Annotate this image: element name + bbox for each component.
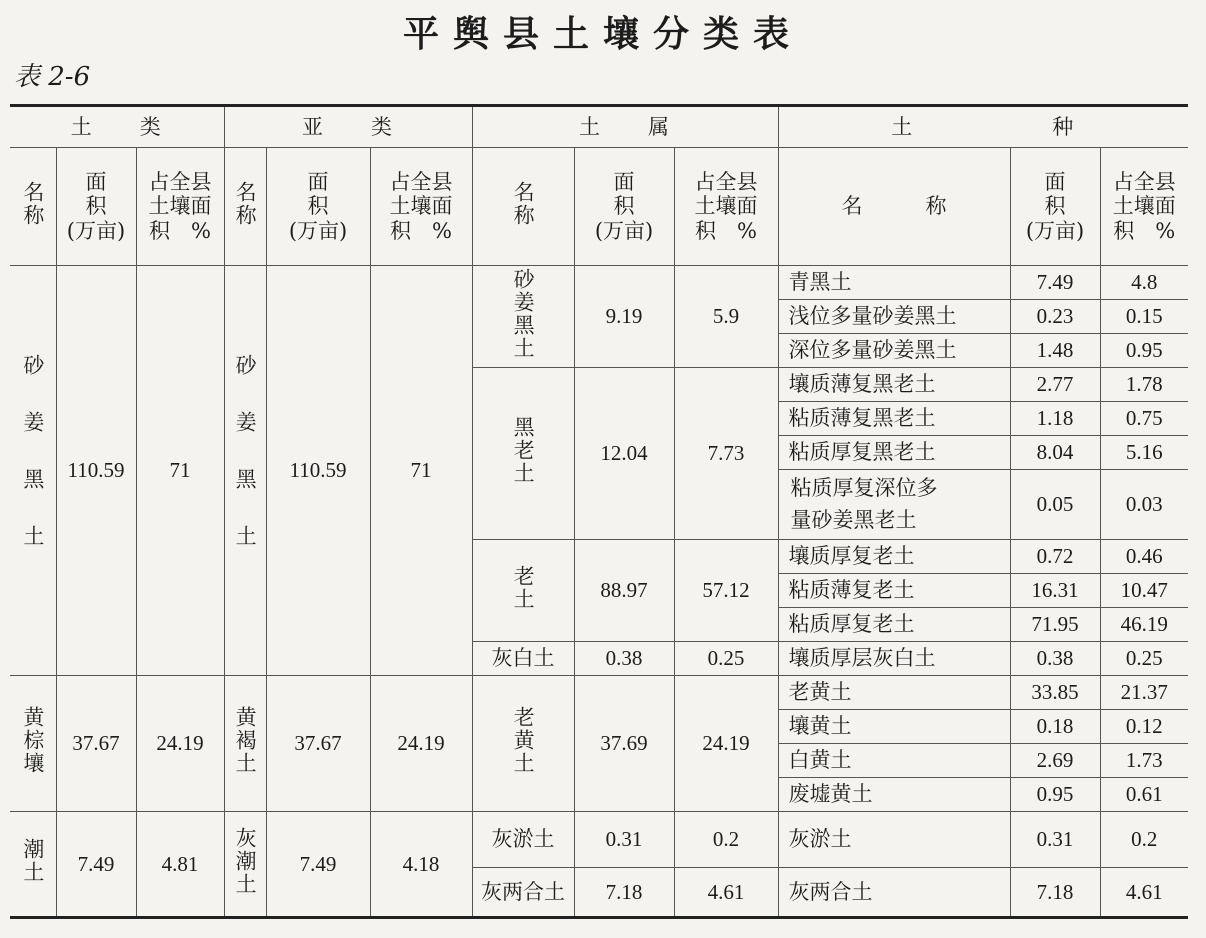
species-name: 青黑土 (778, 266, 1010, 300)
group-header-genus: 土 属 (472, 106, 778, 148)
soil-type-name-cell (10, 676, 56, 812)
header-genus-area: 面 积 (万亩) (574, 148, 674, 266)
table-row (10, 266, 1188, 300)
species-name: 深位多量砂姜黑土 (778, 334, 1010, 368)
column-header-row (10, 148, 1188, 266)
species-area: 0.05 (1010, 470, 1100, 540)
genus-area: 0.31 (574, 812, 674, 868)
subtype-area: 7.49 (266, 812, 370, 918)
species-name: 粘质薄复老土 (778, 574, 1010, 608)
species-pct: 0.12 (1100, 710, 1188, 744)
genus-area: 12.04 (574, 368, 674, 540)
soil-type-name: 潮土 (20, 838, 45, 885)
species-name: 粘质薄复黑老土 (778, 402, 1010, 436)
species-name: 粘质厚复深位多 量砂姜黑老土 (778, 470, 1010, 540)
species-pct: 46.19 (1100, 608, 1188, 642)
header-species-pct: 占全县 土壤面 积 % (1100, 148, 1188, 266)
species-area: 0.95 (1010, 778, 1100, 812)
soil-type-pct: 71 (136, 266, 224, 676)
subtype-name: 灰潮土 (233, 826, 258, 896)
group-header-soil-type: 土 类 (10, 106, 224, 148)
species-name: 灰两合土 (778, 868, 1010, 918)
species-area: 0.18 (1010, 710, 1100, 744)
species-area: 71.95 (1010, 608, 1100, 642)
header-subtype-area: 面 积 (万亩) (266, 148, 370, 266)
genus-area: 9.19 (574, 266, 674, 368)
genus-name-cell (472, 368, 574, 540)
species-name: 老黄土 (778, 676, 1010, 710)
soil-type-pct: 4.81 (136, 812, 224, 918)
species-area: 7.49 (1010, 266, 1100, 300)
subtype-pct: 4.18 (370, 812, 472, 918)
species-name: 粘质厚复老土 (778, 608, 1010, 642)
subtype-name: 砂姜黑土 (233, 353, 258, 582)
group-header-subtype: 亚 类 (224, 106, 472, 148)
header-name-cell (224, 148, 266, 266)
genus-name: 黑老土 (511, 416, 536, 486)
subtype-name-cell (224, 676, 266, 812)
species-area: 7.18 (1010, 868, 1100, 918)
species-area: 0.38 (1010, 642, 1100, 676)
genus-pct: 5.9 (674, 266, 778, 368)
species-pct: 0.61 (1100, 778, 1188, 812)
subtype-pct: 71 (370, 266, 472, 676)
species-name: 白黄土 (778, 744, 1010, 778)
soil-type-name-cell (10, 812, 56, 918)
species-pct: 0.46 (1100, 540, 1188, 574)
genus-area: 88.97 (574, 540, 674, 642)
header-name-cell (10, 148, 56, 266)
genus-pct: 0.2 (674, 812, 778, 868)
genus-name-cell (472, 266, 574, 368)
species-pct: 0.75 (1100, 402, 1188, 436)
group-header-row (10, 106, 1188, 148)
subtype-area: 110.59 (266, 266, 370, 676)
subtype-name-cell (224, 812, 266, 918)
soil-type-name: 砂姜黑土 (20, 353, 45, 582)
genus-name: 灰白土 (472, 642, 574, 676)
species-pct: 0.25 (1100, 642, 1188, 676)
genus-pct: 0.25 (674, 642, 778, 676)
species-pct: 21.37 (1100, 676, 1188, 710)
header-species-name: 名 称 (778, 148, 1010, 266)
genus-name-cell (472, 540, 574, 642)
soil-type-name-cell (10, 266, 56, 676)
soil-type-pct: 24.19 (136, 676, 224, 812)
soil-type-area: 110.59 (56, 266, 136, 676)
species-area: 0.31 (1010, 812, 1100, 868)
subtype-name-cell (224, 266, 266, 676)
species-area: 0.23 (1010, 300, 1100, 334)
genus-name: 老土 (511, 564, 536, 611)
genus-pct: 4.61 (674, 868, 778, 918)
species-name: 废墟黄土 (778, 778, 1010, 812)
species-name: 壤质厚复老土 (778, 540, 1010, 574)
header-subtype-name: 名称 (233, 180, 258, 227)
page-title: 平舆县土壤分类表 (402, 14, 803, 55)
header-soil-type-name: 名称 (20, 180, 45, 227)
header-soil-type-area: 面 积 (万亩) (56, 148, 136, 266)
species-pct: 10.47 (1100, 574, 1188, 608)
header-genus-pct: 占全县 土壤面 积 % (674, 148, 778, 266)
genus-name: 砂姜黑土 (511, 267, 536, 360)
species-pct: 0.2 (1100, 812, 1188, 868)
species-area: 16.31 (1010, 574, 1100, 608)
genus-area: 0.38 (574, 642, 674, 676)
species-pct: 4.61 (1100, 868, 1188, 918)
species-area: 33.85 (1010, 676, 1100, 710)
species-area: 8.04 (1010, 436, 1100, 470)
soil-classification-table (10, 104, 1188, 919)
header-genus-name: 名称 (511, 180, 536, 227)
species-name: 灰淤土 (778, 812, 1010, 868)
species-area: 1.48 (1010, 334, 1100, 368)
species-name: 粘质厚复黑老土 (778, 436, 1010, 470)
species-area: 0.72 (1010, 540, 1100, 574)
species-area: 2.77 (1010, 368, 1100, 402)
header-species-area: 面 积 (万亩) (1010, 148, 1100, 266)
header-name-cell (472, 148, 574, 266)
table-row (10, 812, 1188, 868)
species-area: 2.69 (1010, 744, 1100, 778)
genus-pct: 24.19 (674, 676, 778, 812)
header-soil-type-pct: 占全县 土壤面 积 % (136, 148, 224, 266)
species-name: 壤质薄复黑老土 (778, 368, 1010, 402)
species-pct: 0.95 (1100, 334, 1188, 368)
species-name: 壤黄土 (778, 710, 1010, 744)
genus-pct: 57.12 (674, 540, 778, 642)
subtype-name: 黄褐土 (233, 706, 258, 776)
genus-name: 老黄土 (511, 706, 536, 776)
species-pct: 0.03 (1100, 470, 1188, 540)
group-header-species: 土 种 (778, 106, 1188, 148)
soil-type-area: 7.49 (56, 812, 136, 918)
species-pct: 1.73 (1100, 744, 1188, 778)
species-name: 浅位多量砂姜黑土 (778, 300, 1010, 334)
genus-area: 37.69 (574, 676, 674, 812)
genus-name-cell (472, 676, 574, 812)
header-subtype-pct: 占全县 土壤面 积 % (370, 148, 472, 266)
species-pct: 0.15 (1100, 300, 1188, 334)
subtype-area: 37.67 (266, 676, 370, 812)
genus-pct: 7.73 (674, 368, 778, 540)
species-name: 壤质厚层灰白土 (778, 642, 1010, 676)
subtype-pct: 24.19 (370, 676, 472, 812)
species-area: 1.18 (1010, 402, 1100, 436)
soil-type-area: 37.67 (56, 676, 136, 812)
soil-type-name: 黄棕壤 (20, 706, 45, 776)
species-pct: 5.16 (1100, 436, 1188, 470)
table-row (10, 676, 1188, 710)
genus-area: 7.18 (574, 868, 674, 918)
species-pct: 1.78 (1100, 368, 1188, 402)
genus-name: 灰淤土 (472, 812, 574, 868)
species-pct: 4.8 (1100, 266, 1188, 300)
table-number: 表 2-6 (14, 62, 91, 92)
genus-name: 灰两合土 (472, 868, 574, 918)
